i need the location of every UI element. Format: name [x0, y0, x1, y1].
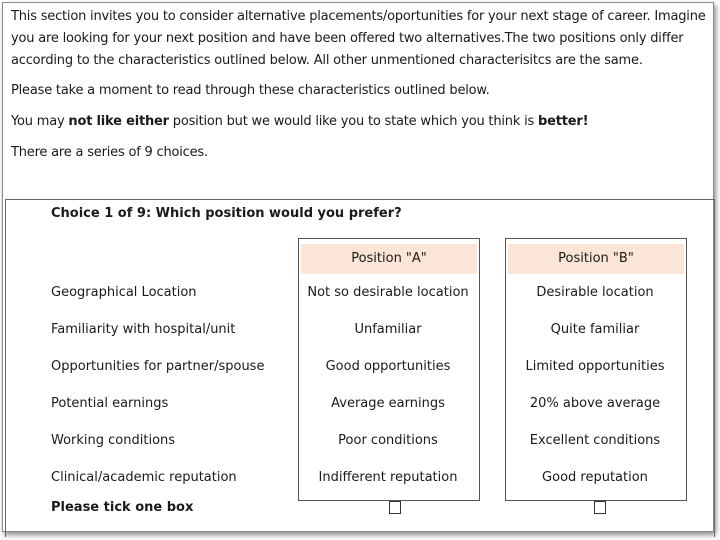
position-a-partner-opportunities: Good opportunities — [325, 359, 451, 374]
position-b-familiarity: Quite familiar — [550, 322, 640, 337]
intro-p3-bold-1: not like either — [68, 114, 169, 129]
intro-paragraph-2: Please take a moment to read through these characteristics outlined below. — [11, 83, 490, 98]
position-b-working-conditions: Excellent conditions — [529, 433, 661, 448]
position-a-potential-earnings: Average earnings — [331, 396, 445, 411]
position-b-header: Position "B" — [508, 244, 684, 274]
row-label-potential-earnings: Potential earnings — [51, 396, 169, 411]
row-label-geographical-location: Geographical Location — [51, 285, 197, 300]
intro-p3-pre: You may — [11, 114, 69, 129]
row-label-familiarity: Familiarity with hospital/unit — [51, 322, 236, 337]
position-a-header: Position "A" — [301, 244, 477, 274]
intro-paragraph-3 — [11, 111, 711, 133]
position-a-geographical-location: Not so desirable location — [307, 285, 469, 300]
position-b-geographical-location: Desirable location — [536, 285, 654, 300]
row-label-reputation: Clinical/academic reputation — [51, 470, 237, 485]
intro-p3-mid: position but we would like you to state which you think is — [168, 114, 538, 129]
position-a-familiarity: Unfamiliar — [354, 322, 422, 337]
intro-text — [11, 6, 711, 164]
intro-paragraph-1: This section invites you to consider alternative placements/oportunities for your next stage of career. Imagine you are looking for your next position and have been offered two alternatives.The two positions only differ according to the characteristics outlined below. All other unmentioned characterisitcs are the same. — [11, 9, 706, 68]
position-b-potential-earnings: 20% above average — [529, 396, 661, 411]
position-b-partner-opportunities: Limited opportunities — [525, 359, 665, 374]
position-a-checkbox[interactable] — [389, 501, 401, 514]
tick-instruction: Please tick one box — [51, 500, 194, 515]
choice-question: Choice 1 of 9: Which position would you prefer? — [51, 206, 402, 221]
position-b-reputation: Good reputation — [542, 470, 648, 485]
intro-paragraph-4: There are a series of 9 choices. — [11, 145, 208, 160]
position-a-working-conditions: Poor conditions — [338, 433, 438, 448]
position-b-checkbox[interactable] — [594, 501, 606, 514]
row-label-working-conditions: Working conditions — [51, 433, 176, 448]
row-label-partner-opportunities: Opportunities for partner/spouse — [51, 359, 265, 374]
position-a-reputation: Indifferent reputation — [318, 470, 458, 485]
intro-p3-bold-2: better! — [538, 114, 589, 129]
